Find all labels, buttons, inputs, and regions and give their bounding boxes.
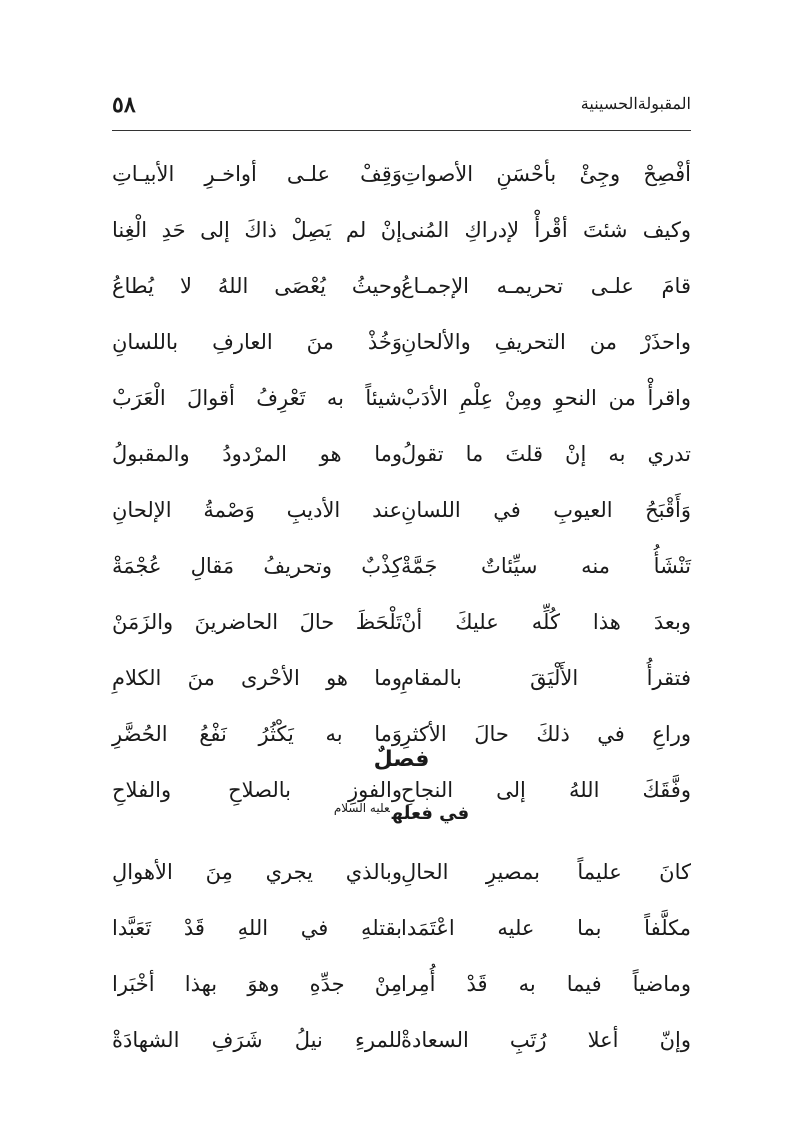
section-subtitle <box>112 793 691 829</box>
second-hemistich: بقتلهِ في اللهِ قَدْ تَعَبَّدا <box>112 916 402 940</box>
verse <box>112 602 691 658</box>
verse <box>112 658 691 714</box>
first-hemistich: واحذَرْ من التحريفِ والألحانِ <box>401 330 691 354</box>
first-hemistich: وإنّ أعلا رُتَبِ السعادةْ <box>401 1028 691 1052</box>
first-hemistich: واقرأْ من النحوِ ومِنْ عِلْمِ الأدَبْ <box>401 386 691 410</box>
second-hemistich: وَقِفْ علـى أواخـرِ الأبيـاتِ <box>112 162 402 186</box>
verse <box>112 908 691 964</box>
verse <box>112 852 691 908</box>
first-hemistich: قامَ علـى تحريمـه الإجمـاعُ <box>401 274 691 298</box>
second-hemistich: للمرءِ نيلُ شَرَفِ الشهادَةْ <box>112 1028 402 1052</box>
verse <box>112 266 691 322</box>
verse <box>112 964 691 1020</box>
second-hemistich: مِنْ جدِّهِ وهوَ بهذا أخْبَرا <box>112 972 402 996</box>
section-title: فصلٌ <box>373 747 430 772</box>
second-hemistich: تَلْحَظَ حالَ الحاضرينَ والزَمَنْ <box>112 610 402 634</box>
first-hemistich: وماضياً فيما به قَدْ أُمِرا <box>401 972 691 996</box>
second-hemistich: وحيثُ يُعْصَى اللهُ لا يُطاعُ <box>112 274 402 298</box>
verse <box>112 434 691 490</box>
first-hemistich: فتقرأُ الأَلْيَقَ بالمقامِ <box>401 666 691 690</box>
verse <box>112 322 691 378</box>
poem-top <box>112 154 691 826</box>
second-hemistich: عند الأديبِ وَصْمةُ الإلحانِ <box>112 498 402 522</box>
second-hemistich: وما هو المرْدودُ والمقبولُ <box>112 442 402 466</box>
second-hemistich: وَخُذْ منَ العارفِ باللسانِ <box>112 330 402 354</box>
poem-bottom <box>112 852 691 1076</box>
section-subtitle-text: في فعله <box>391 803 470 824</box>
verse <box>112 546 691 602</box>
verse <box>112 154 691 210</box>
first-hemistich: وبعدَ هذا كُلِّه عليكَ أنْ <box>401 610 691 634</box>
verse <box>112 1020 691 1076</box>
second-hemistich: والفوزِ بالصلاحِ والفلاحِ <box>112 778 402 802</box>
second-hemistich: وبالذي يجري مِنَ الأهوالِ <box>112 860 402 884</box>
first-hemistich: وراعِ في ذلكَ حالَ الأكثرِ <box>401 722 691 746</box>
second-hemistich: وَما به يَكْثُرُ نَفْعُ الحُضَّرِ <box>112 722 402 746</box>
verse <box>112 210 691 266</box>
second-hemistich: شيئاً به تَعْرِفُ أقوالَ الْعَرَبْ <box>112 386 402 410</box>
first-hemistich: أفْصِحْ وجِئْ بأحْسَنِ الأصواتِ <box>401 162 691 186</box>
first-hemistich: تدري به إنْ قلتَ ما تقولُ <box>401 442 691 466</box>
second-hemistich: كِذْبٌ وتحريفُ مَقالِ عُجْمَةْ <box>112 554 402 578</box>
first-hemistich: وفَّقَكَ اللهُ إلى النجاحِ <box>401 778 691 802</box>
verse <box>112 490 691 546</box>
verse <box>112 378 691 434</box>
first-hemistich: مكلَّفاً بما عليه اعْتَمَدا <box>401 916 691 940</box>
running-header <box>112 86 691 126</box>
honorific-mark: عليه السلام <box>333 801 390 815</box>
page-number: ٥٨ <box>112 92 136 118</box>
first-hemistich: تَنْشَأُ منه سيِّئاتٌ جَمَّةْ <box>401 554 691 578</box>
book-title: المقبولةالحسينية <box>580 94 691 113</box>
first-hemistich: وَأَقْبَحُ العيوبِ في اللسانِ <box>401 498 691 522</box>
header-divider <box>112 130 691 131</box>
first-hemistich: كانَ عليماً بمصيرِ الحالِ <box>401 860 691 884</box>
first-hemistich: وكيف شئتَ أقْرأْ لإدراكِ المُنى <box>401 218 691 242</box>
second-hemistich: وما هو الأحْرى منَ الكلامِ <box>112 666 402 690</box>
second-hemistich: إنْ لم يَصِلْ ذاكَ إلى حَدِ الْغِنا <box>112 218 402 242</box>
